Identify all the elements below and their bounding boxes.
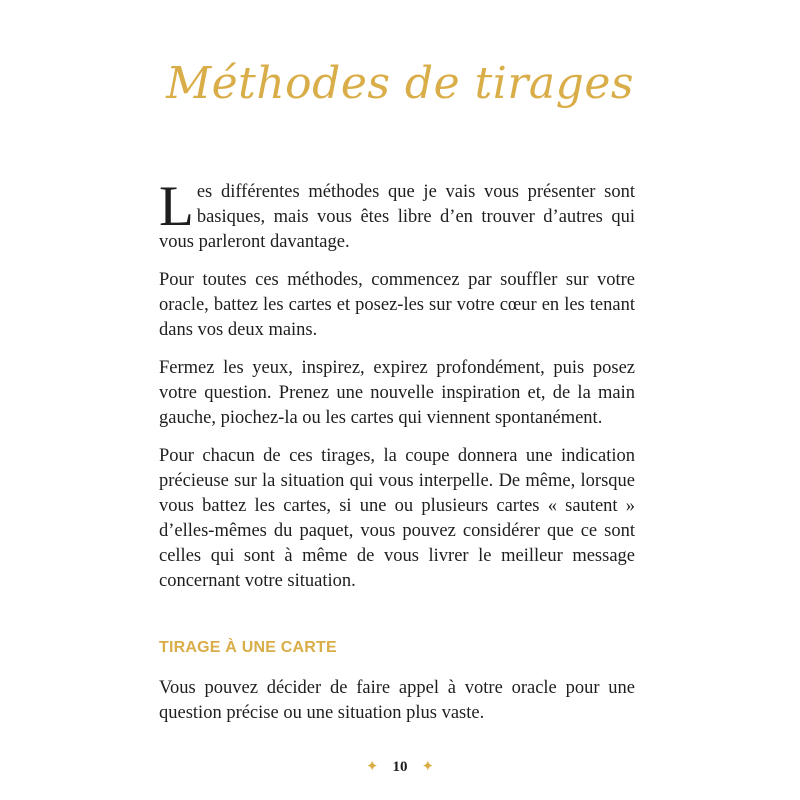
section-heading: TIRAGE À UNE CARTE (159, 639, 337, 656)
intro-paragraph (159, 175, 635, 255)
paragraph: Pour chacun de ces tirages, la coupe donnera une indication précieuse sur la situation qui vous interpelle. De même, lorsque vous battez les cartes, si une ou plusieurs cartes « sautent » d’elles-mêmes du paquet, vous pouvez considérer que ce sont celles qui sont à même de vous livrer le meilleur message concernant votre situation. (159, 446, 635, 591)
paragraph: Fermez les yeux, inspirez, expirez profondément, puis posez votre question. Prenez une nouvelle inspiration et, de la main gauche, piochez-la ou les cartes qui viennent spontanément. (159, 358, 635, 428)
star-ornament-icon: ✦ (365, 758, 379, 775)
paragraph: Pour toutes ces méthodes, commencez par souffler sur votre oracle, battez les cartes et posez-les sur votre cœur en les tenant dans vos deux mains. (159, 270, 635, 340)
page-footer (0, 756, 800, 778)
section-paragraph: Vous pouvez décider de faire appel à votre oracle pour une question précise ou une situation plus vaste. (159, 678, 635, 723)
page-number: 10 (392, 758, 408, 775)
page-title: Méthodes de tirages (166, 58, 634, 109)
intro-text: es différentes méthodes que je vais vous présenter sont basiques, mais vous êtes libre d’en trouver d’autres qui vous parleront davantage. (159, 182, 635, 252)
star-ornament-icon: ✦ (421, 758, 435, 775)
drop-cap: L (159, 175, 194, 238)
page-body (159, 175, 635, 739)
